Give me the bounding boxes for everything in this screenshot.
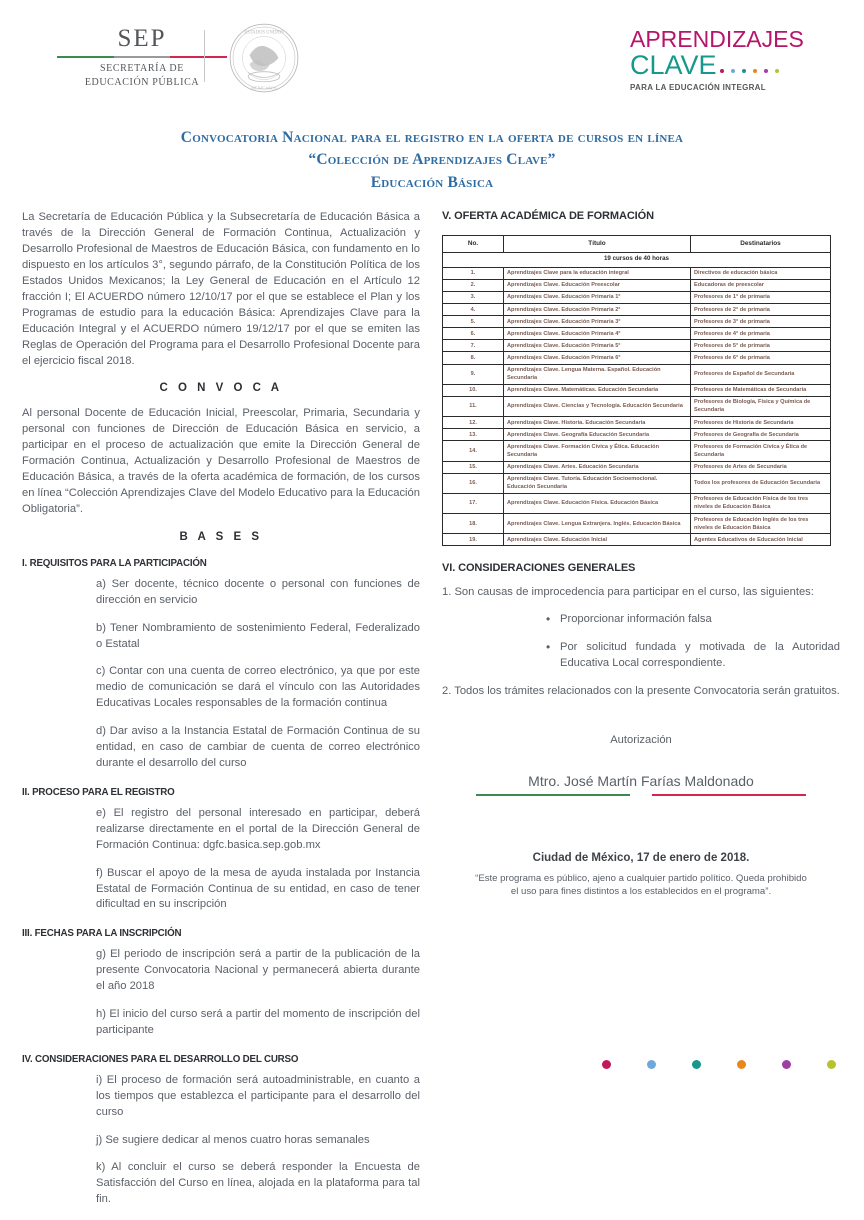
row-no: 15. [443, 461, 504, 473]
table-row [443, 291, 831, 303]
item-i: i) El proceso de formación será autoadministrable, en cuanto a los tiempos que establezca el participante para el desarrollo del curso [96, 1073, 420, 1118]
logo-word-clave: CLAVE [630, 50, 717, 80]
table-row [443, 461, 831, 473]
row-titulo: Aprendizajes Clave. Historia. Educación Secundaria [504, 417, 691, 429]
row-no: 9. [443, 364, 504, 384]
row-titulo: Aprendizajes Clave. Educación Física. Educación Básica [504, 493, 691, 513]
sep-logo [52, 26, 232, 89]
footer-dot-blue [647, 1060, 656, 1069]
section-heading-ii: II. PROCESO PARA EL REGISTRO [22, 785, 175, 798]
column-header-destinatarios: Destinatarios [691, 236, 831, 252]
document-title [42, 127, 822, 194]
signer-name: Mtro. José Martín Farías Maldonado [528, 772, 754, 789]
table-row [443, 316, 831, 328]
footer-dot-green [827, 1060, 836, 1069]
title-line-1: Convocatoria Nacional para el registro en la oferta de cursos en línea [180, 129, 684, 146]
left-column [22, 210, 420, 1220]
row-destinatarios: Directivos de educación básica [691, 267, 831, 279]
row-titulo: Aprendizajes Clave. Educación Primaria 3° [504, 316, 691, 328]
convoca-heading: C O N V O C A [159, 382, 283, 395]
row-no: 8. [443, 352, 504, 364]
row-no: 3. [443, 291, 504, 303]
row-destinatarios: Profesores de Historia de Secundaria [691, 417, 831, 429]
item-b: b) Tener Nombramiento de sostenimiento Federal, Federalizado o Estatal [96, 621, 420, 650]
table-row [443, 429, 831, 441]
column-header-titulo: Título [504, 236, 691, 252]
row-destinatarios: Profesores de Matemáticas de Secundaria [691, 384, 831, 396]
table-row [443, 396, 831, 416]
row-no: 12. [443, 417, 504, 429]
footer-dot-teal [692, 1060, 701, 1069]
row-no: 19. [443, 534, 504, 546]
table-row [443, 417, 831, 429]
row-destinatarios: Agentes Educativos de Educación Inicial [691, 534, 831, 546]
section-i-items [96, 577, 420, 772]
section-heading-i: I. REQUISITOS PARA LA PARTICIPACIÓN [22, 556, 207, 569]
list-item: • Proporcionar información falsa [546, 612, 840, 628]
row-titulo: Aprendizajes Clave. Ciencias y Tecnología. Educación Secundaria [504, 396, 691, 416]
table-subheader-row [443, 252, 831, 267]
table-row [443, 364, 831, 384]
legal-disclaimer: “Este programa es público, ajeno a cualquier partido político. Queda prohibido el uso para fines distintos a los establecidos en el programa”. [475, 872, 807, 898]
footer-dot-orange [737, 1060, 746, 1069]
row-destinatarios: Profesores de 6° de primaria [691, 352, 831, 364]
page-header [0, 0, 864, 105]
item-j: j) Se sugiere dedicar al menos cuatro horas semanales [96, 1133, 370, 1146]
item-k: k) Al concluir el curso se deberá responder la Encuesta de Satisfacción del Curso en línea, alojada en la plataforma para tal fin. [96, 1161, 420, 1206]
title-line-3: Educación Básica [370, 173, 494, 191]
sep-subtitle-line1: SECRETARÍA DE [100, 63, 184, 74]
escudo-nacional-icon [226, 22, 302, 94]
row-no: 1. [443, 267, 504, 279]
row-no: 11. [443, 396, 504, 416]
table-header-row [443, 236, 831, 252]
header-divider [204, 30, 205, 82]
row-titulo: Aprendizajes Clave. Educación Primaria 5° [504, 340, 691, 352]
row-destinatarios: Profesores de 5° de primaria [691, 340, 831, 352]
row-no: 10. [443, 384, 504, 396]
row-no: 2. [443, 279, 504, 291]
table-row [443, 441, 831, 461]
section-ii-items [96, 806, 420, 913]
section-iv-items [96, 1073, 420, 1208]
row-destinatarios: Profesores de Educación Inglés de los tres niveles de Educación Básica [691, 514, 831, 534]
row-destinatarios: Profesores de 1° de primaria [691, 291, 831, 303]
oferta-academica-table [442, 235, 831, 546]
table-row [443, 279, 831, 291]
bases-heading: B A S E S [179, 530, 263, 543]
row-titulo: Aprendizajes Clave. Lengua Materna. Español. Educación Secundaria [504, 364, 691, 384]
row-destinatarios: Todos los profesores de Educación Secundaria [691, 473, 831, 493]
row-titulo: Aprendizajes Clave para la educación integral [504, 267, 691, 279]
row-destinatarios: Profesores de Educación Física de los tres niveles de Educación Básica [691, 493, 831, 513]
row-destinatarios: Profesores de Geografía de Secundaria [691, 429, 831, 441]
item-f: f) Buscar el apoyo de la mesa de ayuda instalada por Instancia Estatal de Formación Continua de su entidad, en caso de tener dificultad en su inscripción [96, 866, 420, 911]
row-no: 5. [443, 316, 504, 328]
city-date: Ciudad de México, 17 de enero de 2018. [532, 851, 750, 864]
row-no: 6. [443, 328, 504, 340]
table-row [443, 340, 831, 352]
table-subheader-text: 19 cursos de 40 horas [443, 252, 831, 267]
row-titulo: Aprendizajes Clave. Formación Cívica y Ética. Educación Secundaria [504, 441, 691, 461]
row-titulo: Aprendizajes Clave. Educación Inicial [504, 534, 691, 546]
row-titulo: Aprendizajes Clave. Educación Primaria 2° [504, 304, 691, 316]
section-heading-iv: IV. CONSIDERACIONES PARA EL DESARROLLO DEL CURSO [22, 1052, 299, 1065]
item-c: c) Contar con una cuenta de correo electrónico, ya que por este medio de comunicación se dará el vínculo con las Autoridades Educativas Locales responsables de la formación continua [96, 665, 420, 710]
section-heading-iii: III. FECHAS PARA LA INSCRIPCIÓN [22, 927, 182, 940]
row-titulo: Aprendizajes Clave. Educación Primaria 1° [504, 291, 691, 303]
convoca-paragraph: Al personal Docente de Educación Inicial, Preescolar, Primaria, Secundaria y personal con funciones de Dirección de Educación Básica en servicio, a participar en el proceso de actualización que emite la Dirección General de Formación Continua, Actualización y Desarrollo Profesional de Maestros de Educación Básica, a través de la oferta académica de formación, de los cursos en línea “Colección Aprendizajes Clave del Modelo Educativo para la Educación Obligatoria”. [22, 407, 420, 515]
table-row [443, 534, 831, 546]
authorization-label: Autorización [610, 733, 672, 746]
row-destinatarios: Profesores de 4° de primaria [691, 328, 831, 340]
general-point-2: 2. Todos los trámites relacionados con la presente Convocatoria serán gratuitos. [442, 685, 840, 698]
row-no: 17. [443, 493, 504, 513]
svg-text:ESTADOS UNIDOS: ESTADOS UNIDOS [244, 30, 284, 36]
row-titulo: Aprendizajes Clave. Tutoría. Educación Socioemocional. Educación Secundaria [504, 473, 691, 493]
table-row [443, 267, 831, 279]
table-row [443, 514, 831, 534]
item-e: e) El registro del personal interesado en participar, deberá realizarse directamente en el portal de la Dirección General de Formación Continua: dgfc.basica.sep.gob.mx [96, 806, 420, 851]
row-titulo: Aprendizajes Clave. Artes. Educación Secundaria [504, 461, 691, 473]
svg-text:MEXICANOS: MEXICANOS [251, 85, 277, 91]
logo-tagline: PARA LA EDUCACIÓN INTEGRAL [630, 83, 766, 92]
right-column [442, 210, 840, 898]
list-item: • Por solicitud fundada y motivada de la Autoridad Educativa Local correspondiente. [546, 640, 840, 672]
aprendizajes-clave-logo [630, 28, 838, 92]
row-titulo: Aprendizajes Clave. Lengua Extranjera. Inglés. Educación Básica [504, 514, 691, 534]
column-header-no: No. [443, 236, 504, 252]
row-destinatarios: Educadoras de preescolar [691, 279, 831, 291]
table-row [443, 352, 831, 364]
row-no: 13. [443, 429, 504, 441]
row-destinatarios: Profesores de 3° de primaria [691, 316, 831, 328]
table-row [443, 328, 831, 340]
row-no: 4. [443, 304, 504, 316]
logo-word-aprendizajes: APRENDIZAJES [630, 26, 804, 52]
row-titulo: Aprendizajes Clave. Educación Primaria 6° [504, 352, 691, 364]
item-h: h) El inicio del curso será a partir del momento de inscripción del participante [96, 1008, 420, 1036]
logo-dots [720, 69, 779, 73]
row-titulo: Aprendizajes Clave. Matemáticas. Educación Secundaria [504, 384, 691, 396]
footer-dot-purple [782, 1060, 791, 1069]
section-iii-items [96, 947, 420, 1039]
row-titulo: Aprendizajes Clave. Educación Preescolar [504, 279, 691, 291]
title-line-2: “Colección de Aprendizajes Clave” [308, 151, 556, 169]
row-no: 7. [443, 340, 504, 352]
row-destinatarios: Profesores de Artes de Secundaria [691, 461, 831, 473]
row-destinatarios: Profesores de Español de Secundaria [691, 364, 831, 384]
row-no: 14. [443, 441, 504, 461]
footer-dot-magenta [602, 1060, 611, 1069]
signature-rule [476, 794, 806, 796]
sep-subtitle-line2: EDUCACIÓN PÚBLICA [84, 76, 200, 88]
row-destinatarios: Profesores de 2° de primaria [691, 304, 831, 316]
row-destinatarios: Profesores de Biología, Física y Química de Secundaria [691, 396, 831, 416]
table-row [443, 384, 831, 396]
item-a: a) Ser docente, técnico docente o personal con funciones de dirección en servicio [96, 577, 420, 606]
table-row [443, 473, 831, 493]
section-heading-vi: VI. CONSIDERACIONES GENERALES [442, 562, 636, 575]
improcedencia-list [442, 612, 840, 672]
row-destinatarios: Profesores de Formación Cívica y Ética de Secundaria [691, 441, 831, 461]
footer-dots [602, 1060, 836, 1069]
intro-paragraph: La Secretaría de Educación Pública y la Subsecretaría de Educación Básica a través de la Dirección General de Formación Continua, Actualización y Desarrollo Profesional de Maestros de Educación Básica, con fundamento en lo dispuesto en los artículos 3°, segundo párrafo, de la Constitución Política de los Estados Unidos Mexicanos; la Ley General de Educación en el Artículo 12 fracción I; El ACUERDO número 12/10/17 por el que se establece el Plan y los Programas de estudio para la educación Básica: Aprendizajes Clave para la Educación Integral y el ACUERDO número 19/12/17 por el que se emiten las Reglas de Operación del Programa para el Desarrollo Profesional Docente para el ejercicio fiscal 2018. [22, 211, 420, 367]
row-titulo: Aprendizajes Clave. Educación Primaria 4° [504, 328, 691, 340]
sep-tricolor-rule [57, 56, 227, 58]
general-point-1: 1. Son causas de improcedencia para participar en el curso, las siguientes: [442, 586, 814, 599]
item-g: g) El periodo de inscripción será a partir de la publicación de la presente Convocatoria Nacional y permanecerá abierta durante el año 2018 [96, 948, 420, 993]
table-row [443, 493, 831, 513]
table-row [443, 304, 831, 316]
item-d: d) Dar aviso a la Instancia Estatal de Formación Continua de su entidad, en caso de cambiar de cuenta de correo electrónico durante el desarrollo del curso [96, 725, 420, 769]
section-heading-v: V. OFERTA ACADÉMICA DE FORMACIÓN [442, 210, 654, 223]
row-titulo: Aprendizajes Clave. Geografía Educación Secundaria [504, 429, 691, 441]
sep-acronym: SEP [117, 25, 167, 52]
row-no: 18. [443, 514, 504, 534]
row-no: 16. [443, 473, 504, 493]
